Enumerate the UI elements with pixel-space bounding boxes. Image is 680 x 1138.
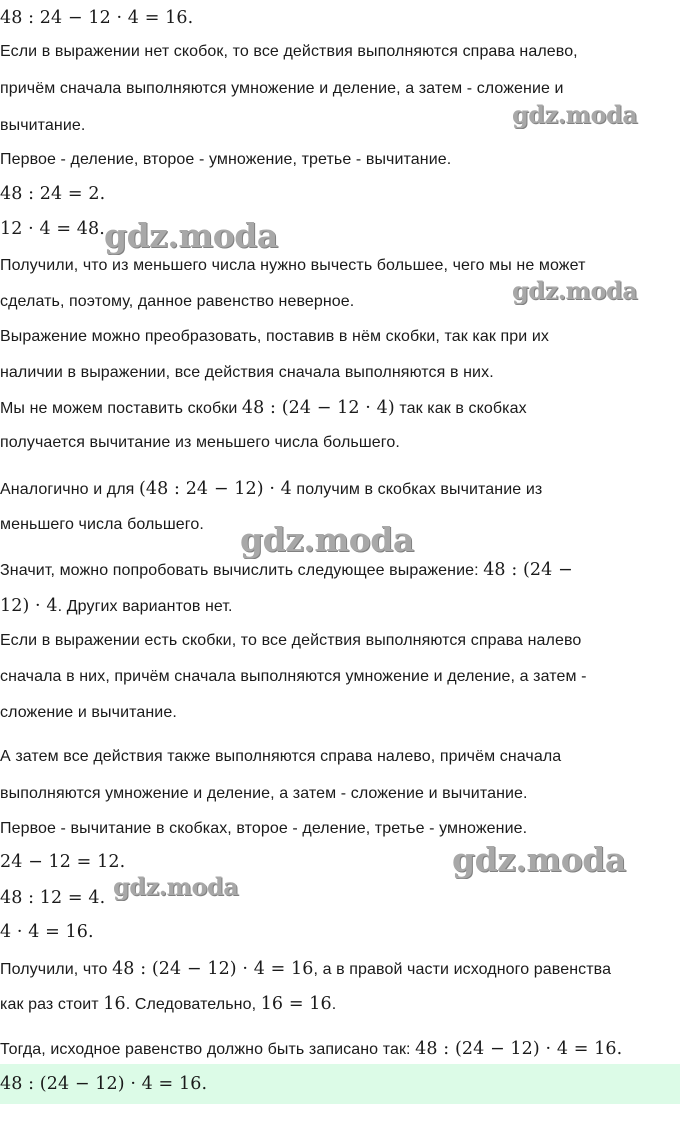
text-line	[0, 292, 354, 312]
text-segment: Получили, что из меньшего числа нужно вычесть большее, чего мы не может	[0, 257, 586, 274]
text-segment: наличии в выражении, все действия сначала выполняются в них.	[0, 364, 494, 381]
text-segment: так как в скобках	[394, 400, 527, 417]
watermark-logo: gdz.moda	[512, 100, 638, 129]
math-expression: 4 · 4 = 16.	[0, 922, 94, 942]
watermark-logo: gdz.moda	[104, 216, 278, 255]
text-segment: меньшего числа большего.	[0, 516, 204, 533]
text-segment: получим в скобках вычитание из	[291, 481, 543, 498]
text-segment: , а в правой части исходного равенства	[313, 961, 612, 978]
text-segment: Значит, можно попробовать вычислить следующее выражение:	[0, 562, 484, 579]
watermark-logo: gdz.moda	[240, 520, 414, 559]
text-line	[0, 888, 105, 909]
text-segment: выполняются умножение и деление, а затем - сложение и вычитание.	[0, 785, 528, 802]
math-expression: 16	[103, 994, 126, 1014]
text-segment: Если в выражении есть скобки, то все действия выполняются справа налево	[0, 632, 582, 649]
text-segment: Если в выражении нет скобок, то все действия выполняются справа налево,	[0, 43, 578, 60]
text-segment: вычитание.	[0, 117, 86, 134]
text-segment: Получили, что	[0, 961, 113, 978]
watermark-logo: gdz.moda	[512, 276, 638, 305]
text-segment: получается вычитание из меньшего числа большего.	[0, 434, 400, 451]
text-segment: .	[331, 996, 337, 1013]
math-expression: 48 : 12 = 4.	[0, 888, 106, 908]
text-segment: Аналогично и для	[0, 481, 139, 498]
text-line	[0, 8, 193, 29]
text-line	[0, 219, 105, 240]
text-line	[0, 398, 527, 419]
text-line	[0, 784, 528, 804]
text-segment: Выражение можно преобразовать, поставив в нём скобки, так как при их	[0, 328, 549, 345]
math-expression: 16 = 16	[260, 994, 332, 1014]
text-line	[0, 79, 564, 99]
text-line	[0, 256, 586, 276]
text-segment: А затем все действия также выполняются справа налево, причём сначала	[0, 748, 562, 765]
text-line	[0, 327, 549, 347]
final-answer: 48 : (24 − 12) · 4 = 16.	[0, 1074, 208, 1094]
math-expression: 24 − 12 = 12.	[0, 852, 126, 872]
math-expression: 48 : 24 − 12 · 4 = 16.	[0, 8, 194, 28]
text-segment: сначала в них, причём сначала выполняются умножение и деление, а затем -	[0, 668, 587, 685]
text-line	[0, 184, 105, 205]
watermark-logo: gdz.moda	[113, 872, 239, 901]
text-segment: Первое - деление, второе - умножение, третье - вычитание.	[0, 151, 452, 168]
watermark-logo: gdz.moda	[452, 840, 626, 879]
text-segment: . Следовательно,	[125, 996, 261, 1013]
math-expression: 48 : (24 − 12) · 4 = 16.	[415, 1039, 623, 1059]
text-segment: Первое - вычитание в скобках, второе - деление, третье - умножение.	[0, 820, 528, 837]
math-expression: 48 : 24 = 2.	[0, 184, 106, 204]
text-segment: сложение и вычитание.	[0, 704, 177, 721]
text-line	[0, 703, 177, 723]
text-line	[0, 596, 233, 617]
math-expression: 12 · 4 = 48.	[0, 219, 105, 239]
text-line	[0, 1039, 622, 1060]
math-expression: 12) · 4	[0, 596, 58, 616]
math-expression: 48 : (24 − 12) · 4 = 16	[112, 959, 314, 979]
text-line	[0, 959, 611, 980]
text-segment: Мы не можем поставить скобки	[0, 400, 242, 417]
text-line	[0, 819, 527, 839]
text-line	[0, 852, 125, 873]
text-segment: причём сначала выполняются умножение и деление, а затем - сложение и	[0, 80, 564, 97]
text-line	[0, 515, 204, 535]
math-expression: 48 : (24 − 12 · 4)	[241, 398, 395, 418]
math-expression: (48 : 24 − 12) · 4	[138, 479, 292, 499]
text-segment: . Других вариантов нет.	[57, 598, 233, 615]
text-segment: сделать, поэтому, данное равенство неверное.	[0, 293, 355, 310]
text-segment: Тогда, исходное равенство должно быть записано так:	[0, 1041, 416, 1058]
text-line	[0, 747, 561, 767]
text-line	[0, 433, 400, 453]
text-line	[0, 631, 581, 651]
text-line	[0, 479, 542, 500]
text-line	[0, 150, 451, 170]
text-line	[0, 363, 494, 383]
text-line	[0, 994, 336, 1015]
text-line	[0, 42, 578, 62]
text-line	[0, 922, 94, 943]
text-line	[0, 667, 587, 687]
text-line	[0, 560, 573, 581]
text-line	[0, 116, 85, 136]
math-expression: 48 : (24 −	[483, 560, 573, 580]
text-segment: как раз стоит	[0, 996, 104, 1013]
